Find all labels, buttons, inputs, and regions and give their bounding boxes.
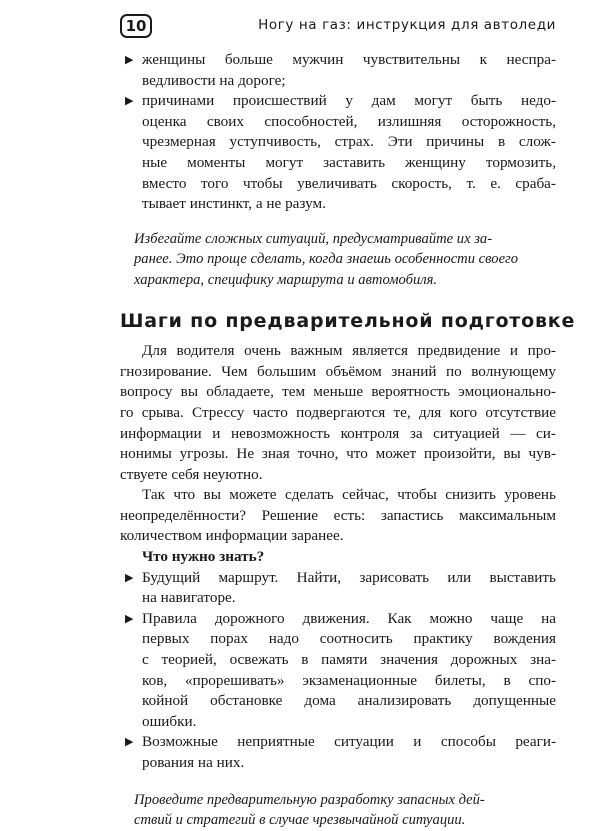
text-line: неопределённости? Решение есть: запастись максимальным — [120, 506, 556, 524]
text-line: ошибки. — [142, 712, 197, 730]
text-line: количеством информации заранее. — [120, 527, 344, 545]
text-line: причинами происшествий у дам могут быть недо- — [142, 92, 556, 110]
text-line: на навигаторе. — [142, 589, 236, 607]
triangle-right-icon: ▶ — [125, 735, 134, 749]
text-line: гнозирование. Чем большим объёмом знаний по волнующему — [120, 362, 556, 380]
paragraph-2 — [120, 485, 556, 547]
triangle-right-icon: ▶ — [125, 611, 134, 625]
text-line: чрезмерная уступчивость, страх. Эти причины в слож- — [142, 133, 556, 151]
triangle-right-icon: ▶ — [125, 570, 134, 584]
text-line: женщины больше мужчин чувствительны к неспра- — [142, 51, 556, 68]
text-line: информации и невозможность контроля за ситуацией — си- — [120, 424, 556, 442]
text-line: Избегайте сложных ситуаций, предусматривайте их за- — [134, 230, 493, 247]
text-line: Будущий маршрут. Найти, зарисовать или выставить — [142, 568, 556, 586]
text-line: Правила дорожного движения. Как можно чаще на — [142, 609, 556, 627]
text-line: оценка своих способностей, излишняя осторожность, — [142, 112, 556, 130]
italic-note-1 — [134, 229, 556, 291]
text-line: вопросу вы обладаете, тем меньше вероятность эмоционально- — [120, 383, 556, 401]
text-line: характера, специфику маршрута и автомобиля. — [134, 271, 438, 288]
list-item — [120, 91, 556, 215]
what-to-know-heading: Что нужно знать? — [142, 548, 265, 566]
text-line: ков, «прорешивать» экзаменационные билеты, в спо- — [142, 671, 556, 689]
list-item — [120, 50, 556, 91]
section-title: Шаги по предварительной подготовке — [120, 309, 576, 332]
text-line: ранее. Это проще сделать, когда знаешь особенности своего — [134, 251, 519, 268]
italic-note-2 — [134, 790, 556, 831]
list-item — [120, 732, 556, 773]
list-item — [120, 609, 556, 733]
text-line: с теорией, освежать в памяти значения дорожных зна- — [142, 651, 556, 669]
bullet-list-2 — [120, 568, 556, 774]
page-number: 10 — [120, 14, 152, 38]
text-line: вместо того чтобы увеличивать скорость, т. е. сраба- — [142, 174, 556, 192]
paragraph-1 — [120, 341, 556, 485]
page-content — [120, 50, 576, 831]
bullet-list-1 — [120, 50, 556, 215]
text-line: ведливости на дороге; — [142, 71, 286, 89]
text-line: ные моменты могут заставить женщину тормозить, — [142, 153, 556, 171]
text-line: рования на них. — [142, 754, 245, 771]
text-line: Так что вы можете сделать сейчас, чтобы снизить уровень — [142, 486, 556, 504]
text-line: Для водителя очень важным является предвидение и про- — [142, 342, 556, 360]
triangle-right-icon: ▶ — [125, 53, 134, 66]
list-item — [120, 568, 556, 609]
page-header — [120, 14, 556, 40]
text-line: ствий и стратегий в случае чрезвычайной ситуации. — [134, 812, 466, 829]
text-line: койной обстановке дома анализировать допущенные — [142, 692, 556, 710]
running-title: Ногу на газ: инструкция для автоледи — [258, 17, 556, 33]
text-line: Проведите предварительную разработку запасных дей- — [134, 791, 485, 808]
text-line: Возможные неприятные ситуации и способы реаги- — [142, 733, 556, 751]
text-line: ствуете себя неуютно. — [120, 465, 263, 483]
text-line: тывает инстинкт, а не разум. — [142, 195, 326, 213]
text-line: нонимы угрозы. Не зная точно, что может произойти, вы чув- — [120, 445, 556, 463]
text-line: го срыва. Стрессу часто подвергаются те, для кого отсутствие — [120, 403, 556, 421]
triangle-right-icon: ▶ — [125, 94, 134, 108]
text-line: первых порах надо соотносить практику вождения — [142, 630, 556, 648]
